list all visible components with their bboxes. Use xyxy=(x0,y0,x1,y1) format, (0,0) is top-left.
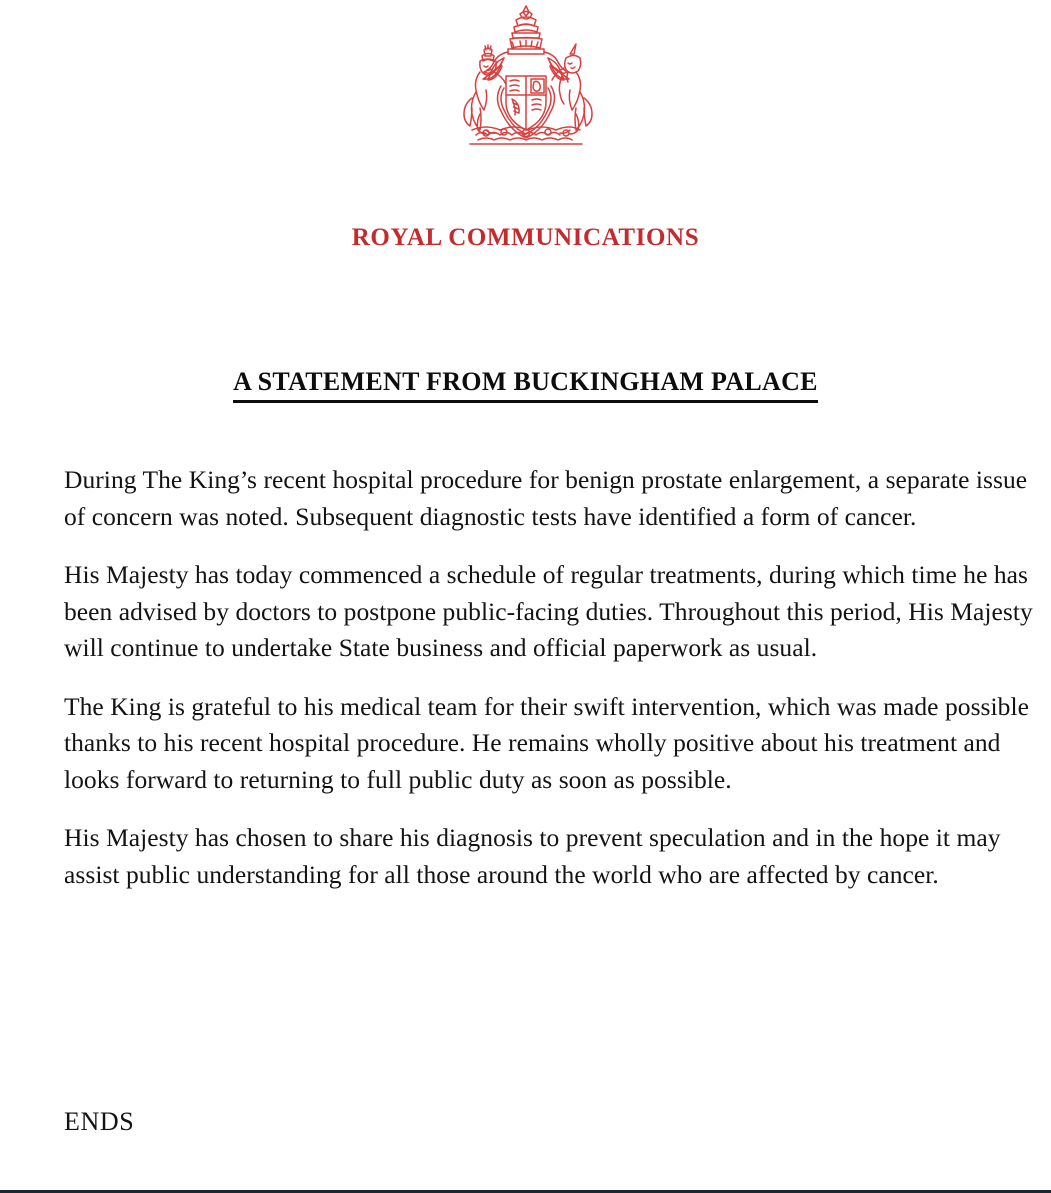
department-heading xyxy=(0,224,1051,252)
statement-paragraph: His Majesty has chosen to share his diagnosis to prevent speculation and in the hope it may assist public understanding for all those around the world who are affected by cancer. xyxy=(64,823,1001,889)
statement-title xyxy=(0,367,1051,403)
ends-marker xyxy=(64,1108,134,1137)
statement-body xyxy=(64,462,1036,893)
statement-title-text: A STATEMENT FROM BUCKINGHAM PALACE xyxy=(233,367,818,403)
statement-paragraph: His Majesty has today commenced a schedule of regular treatments, during which time he has been advised by doctors to postpone public-facing duties. Throughout this period, His Majesty will continue to undertake State business and official paperwork as usual. xyxy=(64,560,1033,662)
crest-container xyxy=(0,2,1051,152)
statement-paragraph: During The King’s recent hospital procedure for benign prostate enlargement, a separate issue of concern was noted. Subsequent diagnostic tests have identified a form of cancer. xyxy=(64,465,1028,531)
statement-paragraph: The King is grateful to his medical team for their swift intervention, which was made possible thanks to his recent hospital procedure. He remains wholly positive about his treatment and looks forward to returning to full public duty as soon as possible. xyxy=(64,691,1029,794)
ends-marker-text: ENDS xyxy=(64,1107,135,1136)
royal-coat-of-arms-icon xyxy=(442,2,610,152)
department-heading-text: ROYAL COMMUNICATIONS xyxy=(351,224,700,251)
